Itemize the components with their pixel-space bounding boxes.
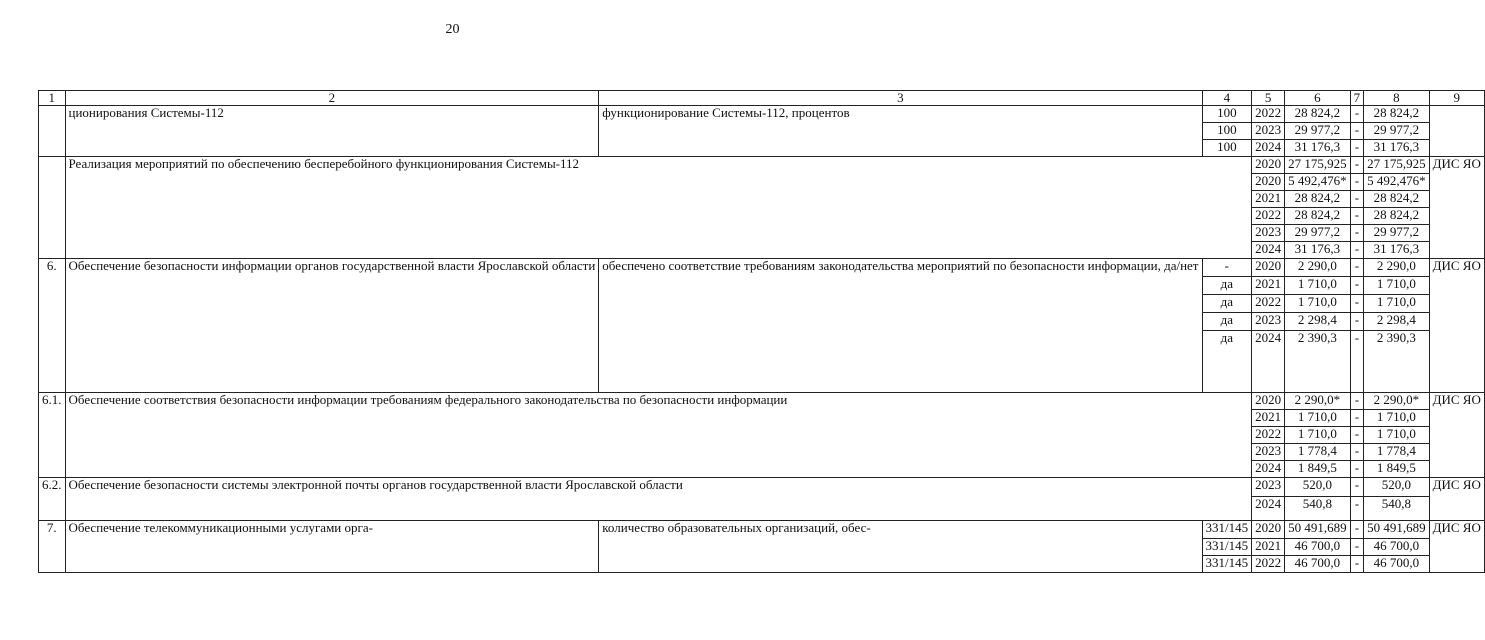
total-cell: 1 710,0 [1364,410,1430,427]
amount-cell: - [1350,331,1364,393]
amount-cell: 27 175,925 [1285,157,1351,174]
year-cell: 2020 [1252,259,1285,277]
total-cell: 1 710,0 [1364,427,1430,444]
indicator-value-cell: да [1202,277,1252,295]
year-cell: 2022 [1252,427,1285,444]
header-cell: 3 [599,91,1202,106]
year-cell: 2023 [1252,478,1285,497]
indicator-cell: количество образовательных организаций, обес- [599,521,1202,573]
executor-cell: ДИС ЯО [1429,521,1484,573]
amount-cell: 28 824,2 [1285,208,1351,225]
total-cell: 28 824,2 [1364,191,1430,208]
total-cell: 540,8 [1364,497,1430,521]
amount-cell: 28 824,2 [1285,191,1351,208]
table-row [39,259,1485,277]
amount-cell: 46 700,0 [1285,556,1351,573]
amount-cell: - [1350,521,1364,539]
amount-cell: - [1350,497,1364,521]
indicator-cell: функционирование Системы-112, процентов [599,106,1202,157]
total-cell: 28 824,2 [1364,208,1430,225]
header-row [39,91,1485,106]
amount-cell: - [1350,427,1364,444]
row-number-cell: 6. [39,259,66,393]
indicator-cell: обеспечено соответствие требованиям законодательства мероприятий по безопасности информации, да/нет [599,259,1202,393]
amount-cell: - [1350,277,1364,295]
header-cell: 6 [1285,91,1351,106]
year-cell: 2023 [1252,123,1285,140]
amount-cell: - [1350,106,1364,123]
year-cell: 2021 [1252,410,1285,427]
amount-cell: 5 492,476* [1285,174,1351,191]
amount-cell: 520,0 [1285,478,1351,497]
year-cell: 2020 [1252,174,1285,191]
amount-cell: - [1350,242,1364,259]
measure-name-cell: Реализация мероприятий по обеспечению бесперебойного функционирования Системы-112 [65,157,1252,259]
budget-table [38,90,1485,573]
year-cell: 2021 [1252,539,1285,556]
row-number-cell [39,106,66,157]
year-cell: 2020 [1252,157,1285,174]
year-cell: 2020 [1252,521,1285,539]
executor-cell: ДИС ЯО [1429,259,1484,393]
amount-cell: 50 491,689 [1285,521,1351,539]
table-row [39,106,1485,123]
table-row [39,393,1485,410]
total-cell: 29 977,2 [1364,123,1430,140]
total-cell: 29 977,2 [1364,225,1430,242]
header-cell: 2 [65,91,599,106]
table-row [39,478,1485,497]
year-cell: 2024 [1252,497,1285,521]
executor-cell [1429,106,1484,157]
indicator-value-cell: да [1202,295,1252,313]
year-cell: 2023 [1252,225,1285,242]
amount-cell: - [1350,444,1364,461]
amount-cell: 1 778,4 [1285,444,1351,461]
total-cell: 50 491,689 [1364,521,1430,539]
year-cell: 2024 [1252,140,1285,157]
indicator-value-cell: 331/145 [1202,521,1252,539]
amount-cell: 46 700,0 [1285,539,1351,556]
amount-cell: 1 710,0 [1285,410,1351,427]
indicator-value-cell: 100 [1202,106,1252,123]
total-cell: 46 700,0 [1364,556,1430,573]
amount-cell: 540,8 [1285,497,1351,521]
amount-cell: 1 710,0 [1285,427,1351,444]
amount-cell: 2 290,0* [1285,393,1351,410]
executor-cell: ДИС ЯО [1429,393,1484,478]
total-cell: 46 700,0 [1364,539,1430,556]
measure-name-cell: Обеспечение безопасности информации органов государственной власти Ярославской области [65,259,599,393]
amount-cell: 31 176,3 [1285,242,1351,259]
indicator-value-cell: 100 [1202,140,1252,157]
indicator-value-cell: 331/145 [1202,539,1252,556]
header-cell: 9 [1429,91,1484,106]
amount-cell: - [1350,140,1364,157]
row-number-cell: 7. [39,521,66,573]
executor-cell: ДИС ЯО [1429,157,1484,259]
amount-cell: - [1350,556,1364,573]
amount-cell: - [1350,157,1364,174]
total-cell: 5 492,476* [1364,174,1430,191]
amount-cell: - [1350,259,1364,277]
amount-cell: 2 298,4 [1285,313,1351,331]
year-cell: 2022 [1252,208,1285,225]
indicator-value-cell: да [1202,313,1252,331]
total-cell: 2 390,3 [1364,331,1430,393]
total-cell: 1 710,0 [1364,277,1430,295]
executor-cell: ДИС ЯО [1429,478,1484,521]
indicator-value-cell: да [1202,331,1252,393]
amount-cell: - [1350,191,1364,208]
amount-cell: 1 710,0 [1285,277,1351,295]
total-cell: 1 710,0 [1364,295,1430,313]
total-cell: 1 849,5 [1364,461,1430,478]
amount-cell: - [1350,410,1364,427]
amount-cell: 1 710,0 [1285,295,1351,313]
amount-cell: 1 849,5 [1285,461,1351,478]
amount-cell: - [1350,313,1364,331]
year-cell: 2024 [1252,242,1285,259]
amount-cell: 29 977,2 [1285,225,1351,242]
header-cell: 5 [1252,91,1285,106]
year-cell: 2023 [1252,444,1285,461]
amount-cell: - [1350,208,1364,225]
amount-cell: - [1350,225,1364,242]
year-cell: 2021 [1252,277,1285,295]
header-cell: 7 [1350,91,1364,106]
year-cell: 2023 [1252,313,1285,331]
amount-cell: - [1350,539,1364,556]
amount-cell: - [1350,393,1364,410]
total-cell: 2 290,0 [1364,259,1430,277]
year-cell: 2022 [1252,106,1285,123]
total-cell: 28 824,2 [1364,106,1430,123]
total-cell: 2 290,0* [1364,393,1430,410]
year-cell: 2020 [1252,393,1285,410]
table-row [39,157,1485,174]
total-cell: 520,0 [1364,478,1430,497]
total-cell: 1 778,4 [1364,444,1430,461]
total-cell: 31 176,3 [1364,140,1430,157]
page-number: 20 [445,22,460,37]
year-cell: 2022 [1252,556,1285,573]
row-number-cell [39,157,66,259]
year-cell: 2021 [1252,191,1285,208]
amount-cell: - [1350,295,1364,313]
row-number-cell: 6.2. [39,478,66,521]
measure-name-cell: Обеспечение соответствия безопасности информации требованиям федерального законодательства по безопасности информации [65,393,1252,478]
amount-cell: 2 290,0 [1285,259,1351,277]
header-cell: 8 [1364,91,1430,106]
amount-cell: 31 176,3 [1285,140,1351,157]
indicator-value-cell: - [1202,259,1252,277]
header-cell: 1 [39,91,66,106]
amount-cell: 28 824,2 [1285,106,1351,123]
table-row [39,521,1485,539]
amount-cell: 2 390,3 [1285,331,1351,393]
header-cell: 4 [1202,91,1252,106]
total-cell: 2 298,4 [1364,313,1430,331]
total-cell: 27 175,925 [1364,157,1430,174]
measure-name-cell: ционирования Системы-112 [65,106,599,157]
measure-name-cell: Обеспечение телекоммуникационными услугами орга- [65,521,599,573]
total-cell: 31 176,3 [1364,242,1430,259]
amount-cell: - [1350,123,1364,140]
year-cell: 2024 [1252,331,1285,393]
year-cell: 2024 [1252,461,1285,478]
indicator-value-cell: 331/145 [1202,556,1252,573]
year-cell: 2022 [1252,295,1285,313]
amount-cell: - [1350,174,1364,191]
indicator-value-cell: 100 [1202,123,1252,140]
amount-cell: - [1350,478,1364,497]
amount-cell: - [1350,461,1364,478]
amount-cell: 29 977,2 [1285,123,1351,140]
measure-name-cell: Обеспечение безопасности системы электронной почты органов государственной власти Ярославской области [65,478,1252,521]
row-number-cell: 6.1. [39,393,66,478]
